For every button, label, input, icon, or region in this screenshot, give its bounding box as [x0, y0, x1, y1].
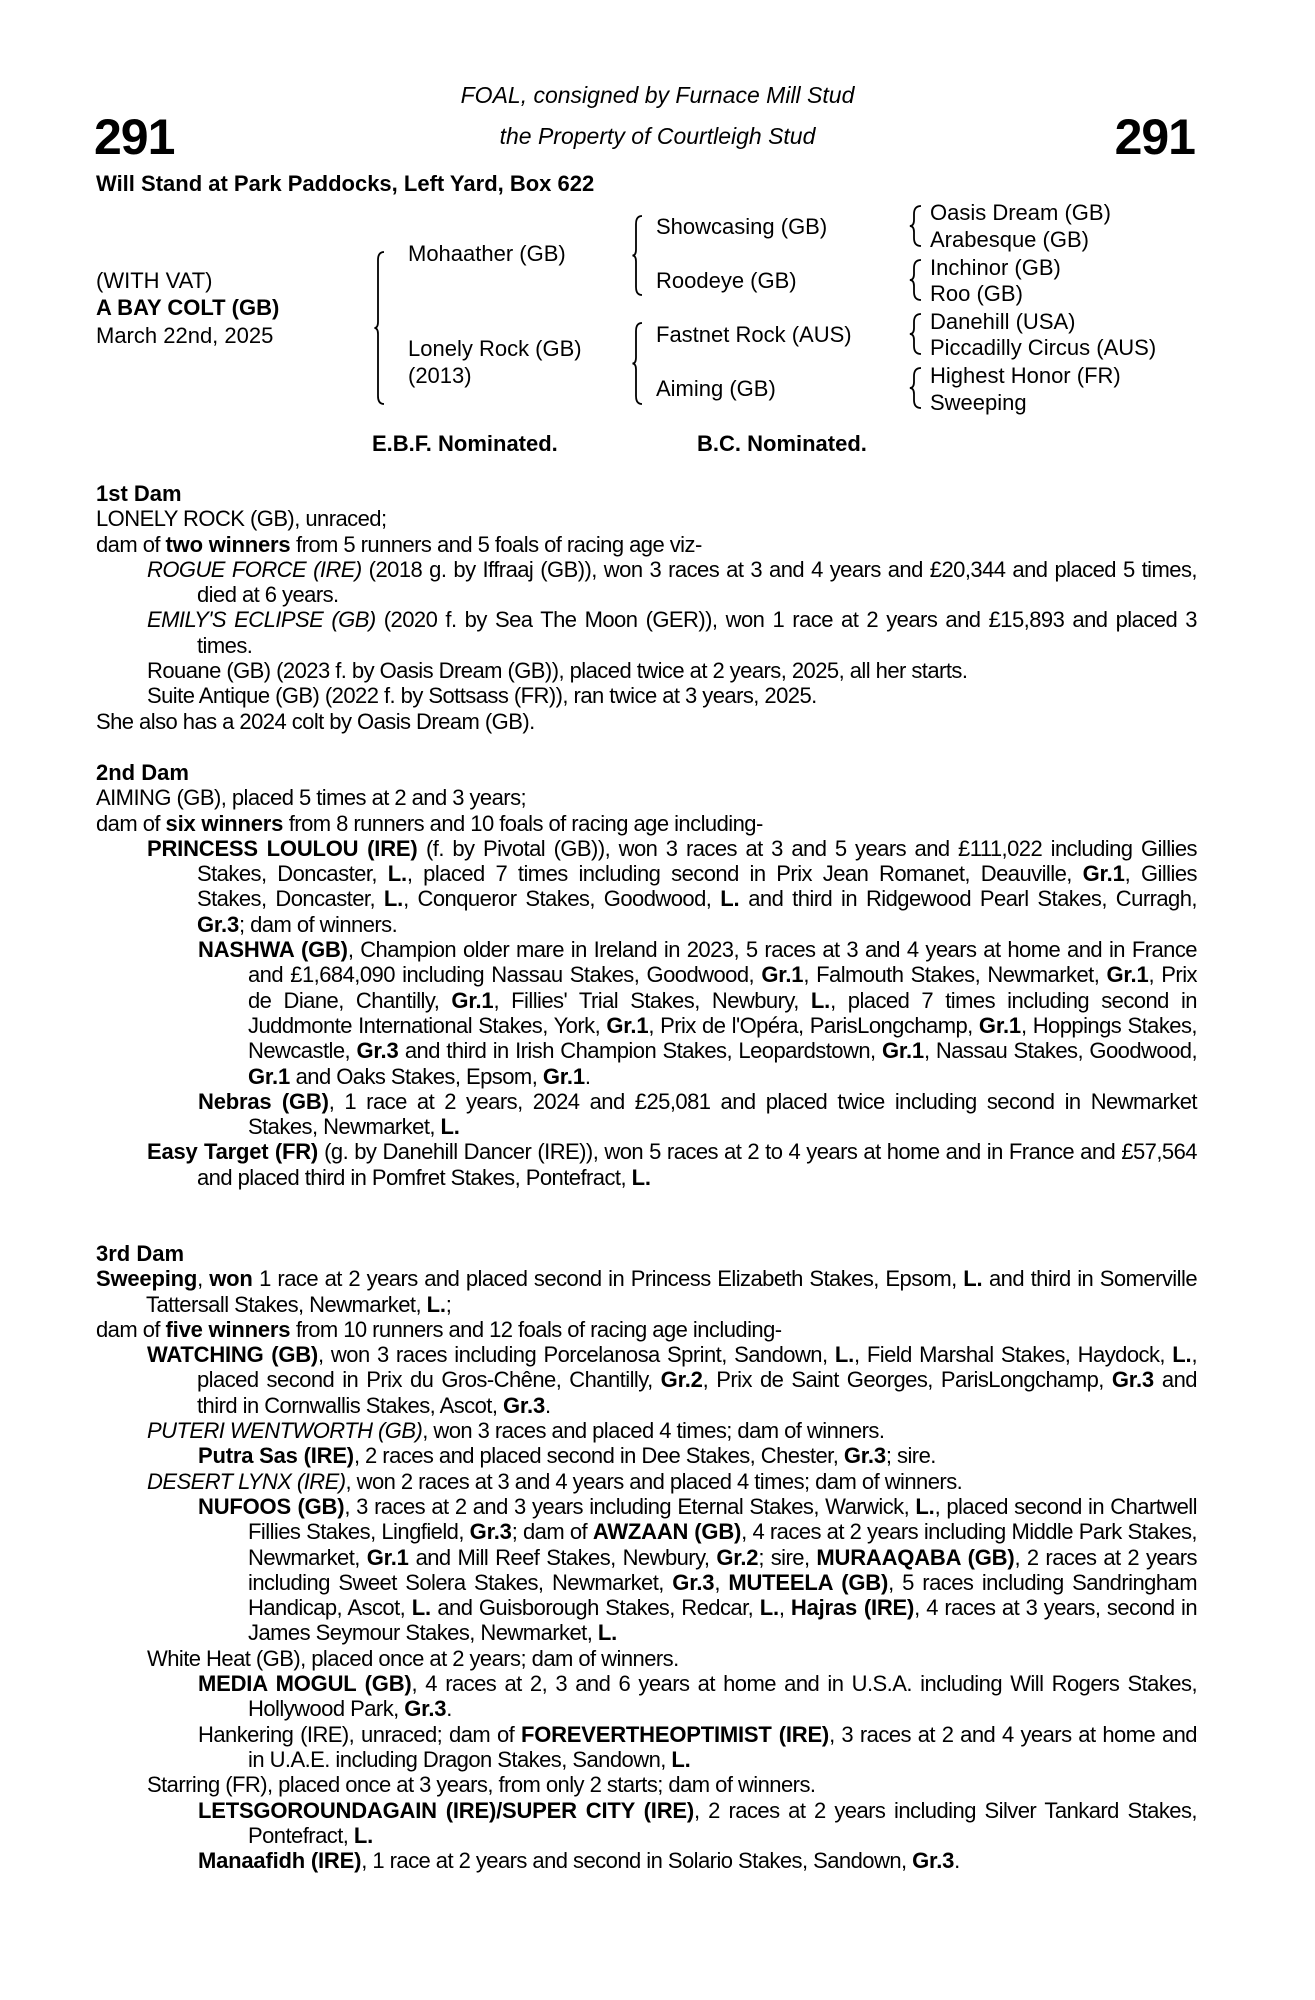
stand-location: Will Stand at Park Paddocks, Left Yard, Box 622 — [96, 171, 595, 196]
bold-text: Gr.1 — [248, 1063, 291, 1089]
section-heading: 2nd Dam — [96, 760, 189, 785]
pedigree-entry — [96, 658, 1197, 683]
text: , 1 race at 2 years, 2024 and £25,081 and placed twice including second in Newmarket Stakes, Newmarket, — [248, 1088, 1197, 1140]
pedigree-sire-dam: Roodeye (GB) — [656, 268, 797, 293]
bold-text: Gr.1 — [1082, 861, 1125, 887]
third-dam-section — [96, 1241, 1197, 1873]
text: , 2 races and placed second in Dee Stakes, Chester, — [353, 1443, 844, 1469]
bold-text: Gr.2 — [660, 1367, 703, 1393]
property-line: the Property of Courtleigh Stud — [499, 123, 816, 149]
text: , placed 7 times including second in Juddmonte International Stakes, York, — [248, 987, 1197, 1038]
pedigree-gen3: Inchinor (GB) — [930, 255, 1061, 280]
bc-nomination: B.C. Nominated. — [697, 431, 867, 456]
text: , won 3 races including Porcelanosa Sprint, Sandown, — [318, 1342, 835, 1368]
text: Hankering (IRE), unraced; dam of — [198, 1721, 521, 1747]
pedigree-entry — [96, 1722, 1197, 1773]
text: , — [197, 1266, 210, 1292]
pedigree-entry — [96, 1418, 1197, 1443]
text: , Nassau Stakes, Goodwood, — [923, 1038, 1198, 1064]
pedigree-entry — [96, 1798, 1197, 1849]
text: , won 2 races at 3 and 4 years and placed 4 times; dam of winners. — [345, 1468, 963, 1494]
text: , 2 races at 2 years including Sweet Solera Stakes, Newmarket, — [248, 1544, 1197, 1595]
bold-text: L. — [915, 1493, 935, 1519]
text: ; dam of winners. — [239, 911, 398, 937]
bold-text: L. — [383, 886, 404, 912]
text: and third in Cornwallis Stakes, Ascot, — [197, 1367, 1197, 1418]
text: (f. by Pivotal (GB)), won 3 races at 3 and 5 years and £111,022 including Gillies Stakes, Doncaster, — [197, 835, 1198, 887]
text: , 4 races at 2, 3 and 6 years at home and in U.S.A. including Will Rogers Stakes, Hollywood Park, — [248, 1671, 1198, 1722]
pedigree-gen3: Oasis Dream (GB) — [930, 200, 1111, 225]
pedigree-entry — [96, 1317, 1197, 1342]
bold-text: Gr.3 — [672, 1569, 715, 1595]
first-dam-section — [96, 481, 1197, 734]
bold-text: Gr.3 — [404, 1696, 447, 1722]
text: , Prix de Saint Georges, ParisLongchamp, — [702, 1367, 1112, 1393]
text: , 4 races at 2 years including Middle Park Stakes, Newmarket, — [248, 1519, 1197, 1570]
pedigree-gen3: Sweeping — [930, 390, 1027, 415]
text: , 3 races at 2 and 4 years at home and in U.A.E. including Dragon Stakes, Sandown, — [248, 1721, 1197, 1772]
lot-number-right: 291 — [1114, 109, 1195, 165]
pedigree-entry — [96, 836, 1197, 937]
bold-text: Gr.3 — [469, 1519, 512, 1545]
text: and third in Irish Champion Stakes, Leopardstown, — [398, 1038, 882, 1064]
bold-text: PRINCESS LOULOU (IRE) — [147, 835, 418, 861]
bold-text: L. — [759, 1595, 779, 1621]
brace-gen3 — [910, 368, 921, 408]
pedigree-entry — [96, 557, 1197, 608]
bold-text: Gr.1 — [542, 1063, 585, 1089]
text: , placed second in Chartwell Fillies Stakes, Lingfield, — [248, 1493, 1197, 1545]
text: , Hoppings Stakes, Newcastle, — [248, 1012, 1197, 1064]
consignor-line: FOAL, consigned by Furnace Mill Stud — [460, 82, 855, 108]
bold-text: Easy Target (FR) — [147, 1139, 319, 1165]
text: AIMING (GB), placed 5 times at 2 and 3 years; — [96, 785, 527, 811]
pedigree-entry — [96, 1089, 1197, 1140]
text: and Oaks Stakes, Epsom, — [290, 1063, 543, 1089]
section-heading: 1st Dam — [96, 481, 182, 506]
pedigree-gen3: Roo (GB) — [930, 281, 1023, 306]
text: ; dam of — [511, 1519, 593, 1545]
text: , 3 races at 2 and 3 years including Eternal Stakes, Warwick, — [344, 1493, 916, 1519]
ebf-nomination: E.B.F. Nominated. — [372, 431, 558, 456]
pedigree-entry — [96, 709, 1197, 734]
italic-text: PUTERI WENTWORTH (GB) — [147, 1418, 423, 1444]
bold-text: Gr.1 — [881, 1038, 924, 1064]
bold-text: L. — [440, 1114, 460, 1140]
bold-text: FOREVERTHEOPTIMIST (IRE) — [520, 1721, 830, 1747]
pedigree-entry — [96, 937, 1197, 1089]
text: LONELY ROCK (GB), unraced; — [96, 506, 387, 532]
bold-text: six winners — [165, 810, 284, 836]
text: , Fillies' Trial Stakes, Newbury, — [493, 987, 811, 1013]
text: , placed 7 times including second in Prix Jean Romanet, Deauville, — [406, 861, 1083, 887]
text: Starring (FR), placed once at 3 years, from only 2 starts; dam of winners. — [147, 1772, 816, 1798]
text: , Falmouth Stakes, Newmarket, — [803, 962, 1107, 988]
pedigree-dam-year: (2013) — [408, 363, 472, 388]
text: , Conqueror Stakes, Goodwood, — [403, 886, 721, 912]
text: 1 race at 2 years and placed second in Princess Elizabeth Stakes, Epsom, — [252, 1266, 964, 1292]
bold-text: five winners — [165, 1316, 291, 1342]
pedigree-gen3: Piccadilly Circus (AUS) — [930, 335, 1157, 360]
italic-text: EMILY'S ECLIPSE (GB) — [147, 607, 376, 633]
bold-text: Gr.1 — [366, 1544, 409, 1570]
bold-text: Manaafidh (IRE) — [198, 1848, 362, 1874]
italic-text: DESERT LYNX (IRE) — [147, 1468, 346, 1494]
bold-text: MEDIA MOGUL (GB) — [198, 1671, 412, 1697]
bold-text: Gr.2 — [716, 1544, 759, 1570]
bold-text: L. — [597, 1620, 618, 1646]
bold-text: Gr.3 — [1111, 1367, 1154, 1393]
pedigree-entry — [96, 1646, 1197, 1671]
text: . — [584, 1063, 591, 1089]
second-dam-section — [96, 760, 1197, 1190]
pedigree-entry — [96, 1342, 1197, 1418]
text: , Gillies Stakes, Doncaster, — [197, 861, 1197, 912]
text: dam of — [96, 1316, 166, 1342]
text: dam of — [96, 810, 166, 836]
pedigree-dam: Lonely Rock (GB) — [408, 336, 582, 361]
bold-text: L. — [963, 1266, 983, 1292]
text: Suite Antique (GB) (2022 f. by Sottsass (FR)), ran twice at 3 years, 2025. — [147, 683, 817, 709]
text: , — [714, 1569, 729, 1595]
pedigree-entry — [96, 1494, 1197, 1646]
bold-text: Gr.3 — [356, 1038, 399, 1064]
bold-text: L. — [353, 1822, 374, 1848]
bold-text: MURAAQABA (GB) — [816, 1544, 1015, 1570]
pedigree-entry — [96, 811, 1197, 836]
brace-gen2-sire — [632, 216, 642, 295]
text: . — [545, 1392, 551, 1418]
bold-text: L. — [810, 987, 831, 1013]
pedigree-entry — [96, 1443, 1197, 1468]
brace-gen2-dam — [632, 323, 642, 404]
text: (2018 g. by Iffraaj (GB)), won 3 races at 3 and 4 years and £20,344 and placed 5 times, died at 6 years. — [197, 556, 1197, 608]
text: from 5 runners and 5 foals of racing age viz- — [290, 531, 702, 557]
brace-gen3 — [910, 206, 921, 246]
text: , 4 races at 3 years, second in James Seymour Stakes, Newmarket, — [248, 1595, 1198, 1646]
bold-text: Nebras (GB) — [198, 1088, 329, 1114]
text: and third in Ridgewood Pearl Stakes, Curragh, — [739, 886, 1197, 912]
bold-text: Gr.1 — [451, 987, 494, 1013]
pedigree-dam-sire: Fastnet Rock (AUS) — [656, 322, 852, 347]
text: and third in Somerville Tattersall Stakes, Newmarket, — [146, 1266, 1197, 1317]
text: , Prix de Diane, Chantilly, — [248, 962, 1197, 1013]
text: , 1 race at 2 years and second in Solario Stakes, Sandown, — [361, 1848, 913, 1874]
vat-label: (WITH VAT) — [96, 268, 213, 293]
pedigree-entry — [96, 1266, 1197, 1317]
bold-text: L. — [671, 1746, 691, 1772]
text: , won 3 races and placed 4 times; dam of winners. — [422, 1418, 885, 1444]
pedigree-entry — [96, 785, 1197, 810]
text: ; sire, — [758, 1544, 817, 1570]
text: and Guisborough Stakes, Redcar, — [430, 1595, 760, 1621]
bold-text: Gr.3 — [912, 1848, 955, 1874]
pedigree-dam-dam: Aiming (GB) — [656, 376, 776, 401]
bold-text: Hajras (IRE) — [790, 1595, 915, 1621]
bold-text: L. — [411, 1595, 431, 1621]
bold-text: MUTEELA (GB) — [728, 1569, 889, 1595]
text: from 8 runners and 10 foals of racing age including- — [283, 810, 763, 836]
text: , placed second in Prix du Gros-Chêne, Chantilly, — [197, 1342, 1198, 1393]
horse-name: A BAY COLT (GB) — [96, 295, 280, 320]
text: . — [954, 1848, 960, 1874]
bold-text: L. — [1172, 1342, 1192, 1368]
bold-text: NASHWA (GB) — [198, 937, 348, 963]
bold-text: won — [209, 1266, 253, 1292]
text: dam of — [96, 531, 166, 557]
bold-text: Gr.1 — [1106, 962, 1149, 988]
text: , — [778, 1595, 791, 1621]
bold-text: WATCHING (GB) — [147, 1342, 319, 1368]
pedigree-entry — [96, 683, 1197, 708]
bold-text: AWZAAN (GB) — [592, 1519, 742, 1545]
text: She also has a 2024 colt by Oasis Dream (GB). — [96, 708, 535, 734]
bold-text: L. — [720, 886, 740, 912]
section-heading: 3rd Dam — [96, 1241, 185, 1266]
bold-text: Sweeping — [96, 1266, 198, 1292]
pedigree-entry — [96, 1848, 1197, 1873]
pedigree-gen3: Danehill (USA) — [930, 309, 1076, 334]
bold-text: Putra Sas (IRE) — [198, 1443, 354, 1469]
pedigree-sire: Mohaather (GB) — [408, 241, 566, 266]
text: , Champion older mare in Ireland in 2023, 5 races at 3 and 4 years at home and in France and £1,684,090 including Nassau Stakes, Goodwood, — [248, 937, 1197, 988]
text: , Field Marshal Stakes, Haydock, — [854, 1342, 1173, 1368]
text: ; — [445, 1291, 452, 1317]
text: (2020 f. by Sea The Moon (GER)), won 1 race at 2 years and £15,893 and placed 3 times. — [197, 607, 1197, 658]
foaling-date: March 22nd, 2025 — [96, 323, 274, 348]
text: , 5 races including Sandringham Handicap, Ascot, — [248, 1569, 1197, 1621]
pedigree-gen3: Highest Honor (FR) — [930, 363, 1121, 388]
brace-gen3 — [910, 260, 921, 300]
bold-text: Gr.3 — [503, 1392, 546, 1418]
text: , 2 races at 2 years including Silver Tankard Stakes, Pontefract, — [248, 1797, 1197, 1848]
bold-text: LETSGOROUNDAGAIN (IRE)/SUPER CITY (IRE) — [198, 1797, 694, 1823]
pedigree-entry — [96, 506, 1197, 531]
bold-text: Gr.1 — [606, 1012, 649, 1038]
text: Rouane (GB) (2023 f. by Oasis Dream (GB)), placed twice at 2 years, 2025, all her starts. — [147, 658, 968, 684]
italic-text: ROGUE FORCE (IRE) — [147, 556, 362, 582]
bold-text: Gr.1 — [978, 1012, 1021, 1038]
text: ; sire. — [885, 1443, 936, 1469]
bold-text: NUFOOS (GB) — [198, 1493, 345, 1519]
bold-text: L. — [631, 1164, 651, 1190]
pedigree-entry — [96, 1139, 1197, 1190]
pedigree-gen3: Arabesque (GB) — [930, 227, 1089, 252]
bold-text: L. — [426, 1291, 446, 1317]
pedigree-entry — [96, 532, 1197, 557]
pedigree-entry — [96, 607, 1197, 658]
brace-gen3 — [910, 314, 921, 354]
text: and Mill Reef Stakes, Newbury, — [408, 1544, 717, 1570]
pedigree-braces — [0, 0, 1315, 500]
bold-text: L. — [834, 1342, 855, 1368]
text: White Heat (GB), placed once at 2 years; dam of winners. — [147, 1645, 679, 1671]
bold-text: Gr.3 — [197, 911, 240, 937]
text: , Prix de l'Opéra, ParisLongchamp, — [648, 1012, 979, 1038]
text: from 10 runners and 12 foals of racing age including- — [290, 1316, 782, 1342]
bold-text: two winners — [165, 531, 291, 557]
text: (g. by Danehill Dancer (IRE)), won 5 races at 2 to 4 years at home and in France and £57,564 and placed third in Pomfret Stakes, Pontefract, — [197, 1139, 1197, 1190]
pedigree-entry — [96, 1671, 1197, 1722]
bold-text: Gr.3 — [843, 1443, 886, 1469]
bold-text: Gr.1 — [761, 962, 804, 988]
lot-number-left: 291 — [94, 109, 175, 165]
bold-text: L. — [387, 861, 407, 887]
pedigree-entry — [96, 1469, 1197, 1494]
text: . — [446, 1696, 452, 1722]
pedigree-entry — [96, 1772, 1197, 1797]
brace-gen1 — [374, 252, 384, 404]
pedigree-sire-sire: Showcasing (GB) — [656, 214, 828, 239]
